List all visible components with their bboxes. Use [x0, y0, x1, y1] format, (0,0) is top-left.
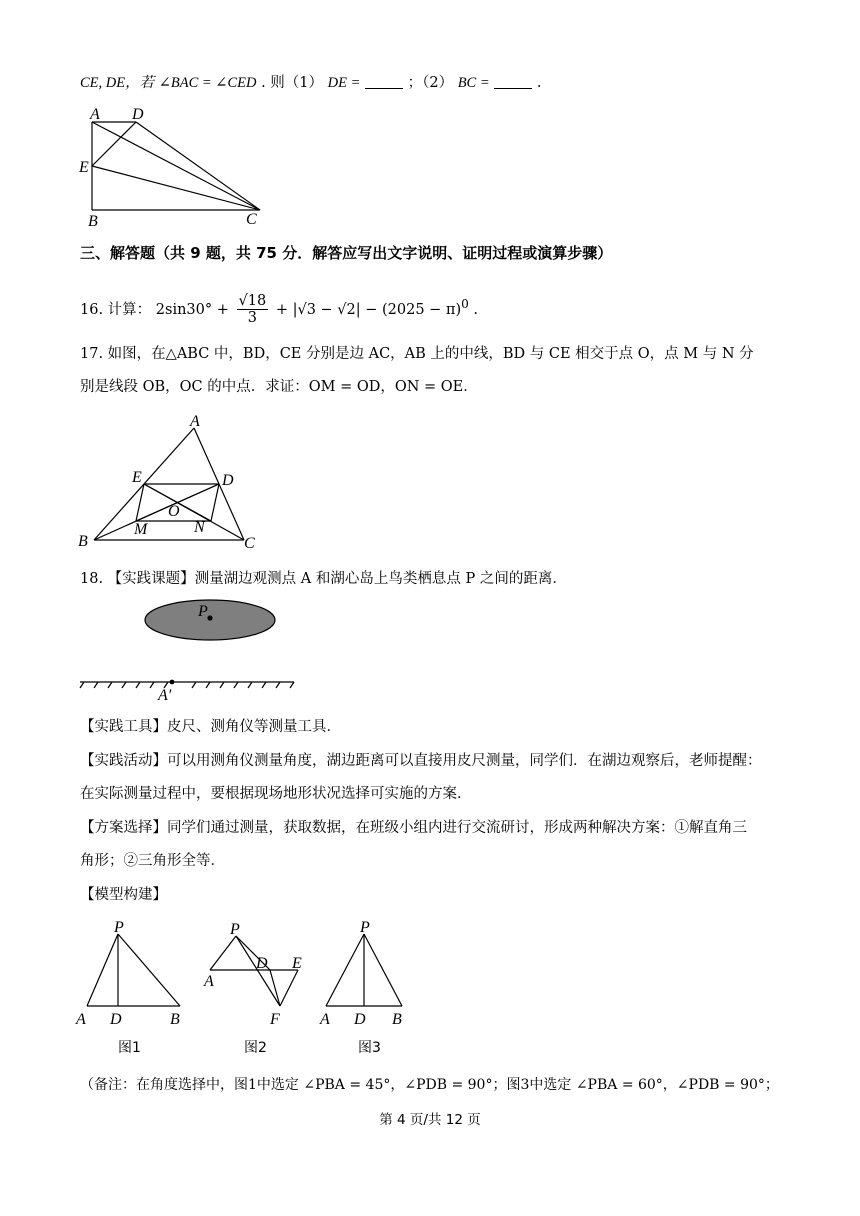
- page-footer: 第 4 页/共 12 页: [379, 1112, 481, 1128]
- q15-figure: [70, 100, 270, 230]
- fig1-label-p: P: [114, 919, 124, 936]
- fig17-label-c: C: [244, 535, 255, 552]
- q18-scheme-2: 角形；②三角形全等．: [80, 853, 225, 869]
- section-3-title: 三、解答题（共 9 题，共 75 分．解答应写出文字说明、证明过程或演算步骤）: [80, 244, 613, 262]
- fig17-label-a: A: [190, 413, 200, 430]
- q15-ask2-var: BC =: [457, 75, 490, 91]
- q15-end: .: [536, 75, 542, 91]
- fig1-caption: 图1: [118, 1040, 141, 1056]
- point-p: [207, 615, 212, 620]
- fig3-caption: 图3: [358, 1040, 381, 1056]
- fig2-caption: 图2: [244, 1040, 267, 1056]
- q15-blank-1[interactable]: [365, 74, 403, 89]
- q16-number: 16.: [80, 301, 104, 318]
- q18-lake-figure: [70, 592, 310, 704]
- fig15-label-d: D: [132, 106, 144, 123]
- fig2-label-p: P: [230, 921, 240, 938]
- model-fig2-lines: [210, 936, 298, 1006]
- q18-note: （备注：在角度选择中，图1中选定 ∠PBA = 45°，∠PDB = 90°；图3中选定 ∠PBA = 60°，∠PDB = 90°；: [80, 1077, 779, 1093]
- fig3-label-p: P: [360, 919, 370, 936]
- fig15-label-c: C: [246, 211, 257, 228]
- q18-tools: 【实践工具】皮尺、测角仪等测量工具．: [80, 719, 341, 735]
- q15-condition: ∠BAC = ∠CED: [158, 75, 257, 91]
- fig3-label-b: B: [392, 1011, 402, 1028]
- q17-figure: [70, 410, 270, 555]
- q16-exponent: 0: [461, 297, 469, 311]
- q16-prefix: 计算：: [107, 301, 152, 318]
- q18-scheme-1: 【方案选择】同学们通过测量，获取数据，在班级小组内进行交流研讨，形成两种解决方案：①解直角三: [80, 820, 747, 836]
- fig15-label-e: E: [79, 159, 89, 176]
- q15-ask1-var: DE =: [327, 75, 361, 91]
- fig17-label-d: D: [222, 472, 234, 489]
- q16-frac-num: √18: [238, 293, 267, 310]
- q16-line: [80, 286, 790, 328]
- fig15-label-a: A: [90, 106, 100, 123]
- q16-fraction: [237, 293, 269, 326]
- fig17-label-m: M: [134, 521, 148, 538]
- q16-term2: + |√3 − √2| − (2025 − π): [275, 301, 462, 318]
- fig3-label-a: A: [320, 1011, 330, 1028]
- q17-line-2: 别是线段 OB，OC 的中点．求证：OM = OD，ON = OE．: [80, 379, 478, 395]
- lake-label-a: A': [158, 687, 172, 704]
- lake-label-p: P: [198, 603, 208, 620]
- q15-lead: CE, DE，若: [80, 75, 155, 91]
- fig17-label-e: E: [132, 469, 142, 486]
- fig1-label-a: A: [76, 1011, 86, 1028]
- model-fig3-lines: [326, 934, 402, 1006]
- q15-tail-line: [80, 73, 790, 93]
- q16-term1: 2sin30° +: [155, 301, 229, 318]
- q15-blank-2[interactable]: [494, 74, 532, 89]
- q16-frac-den: 3: [247, 310, 257, 327]
- q18-model-figures: [70, 918, 430, 1064]
- fig1-label-b: B: [170, 1011, 180, 1028]
- fig17-label-b: B: [78, 533, 88, 550]
- fig17-label-o: O: [168, 503, 180, 520]
- q18-activity-2: 在实际测量过程中，要根据现场地形状况选择可实施的方案．: [80, 786, 472, 802]
- fig2-label-d: D: [256, 955, 268, 972]
- fig2-label-f: F: [270, 1011, 280, 1028]
- model-fig1-lines: [87, 934, 180, 1006]
- q15-sep: ；（2）: [407, 75, 454, 91]
- fig2-label-a: A: [204, 973, 214, 990]
- q18-model-title: 【模型构建】: [80, 887, 167, 903]
- q16-end: .: [473, 301, 479, 318]
- q18-title: 18. 【实践课题】测量湖边观测点 A 和湖心岛上鸟类栖息点 P 之间的距离．: [80, 571, 567, 587]
- q17-line-1: 17. 如图，在△ABC 中，BD，CE 分别是边 AC，AB 上的中线，BD 与 CE 相交于点 O，点 M 与 N 分: [80, 346, 754, 362]
- fig15-label-b: B: [88, 213, 98, 230]
- fig2-label-e: E: [292, 955, 302, 972]
- q18-activity-1: 【实践活动】可以用测角仪测量角度，湖边距离可以直接用皮尺测量，同学们．在湖边观察后，老师提醒：: [80, 753, 762, 769]
- point-a: [170, 680, 175, 685]
- q15-ask1-prefix: . 则（1）: [261, 75, 324, 91]
- fig17-label-n: N: [194, 519, 205, 536]
- fig1-label-d: D: [110, 1011, 122, 1028]
- fig3-label-d: D: [354, 1011, 366, 1028]
